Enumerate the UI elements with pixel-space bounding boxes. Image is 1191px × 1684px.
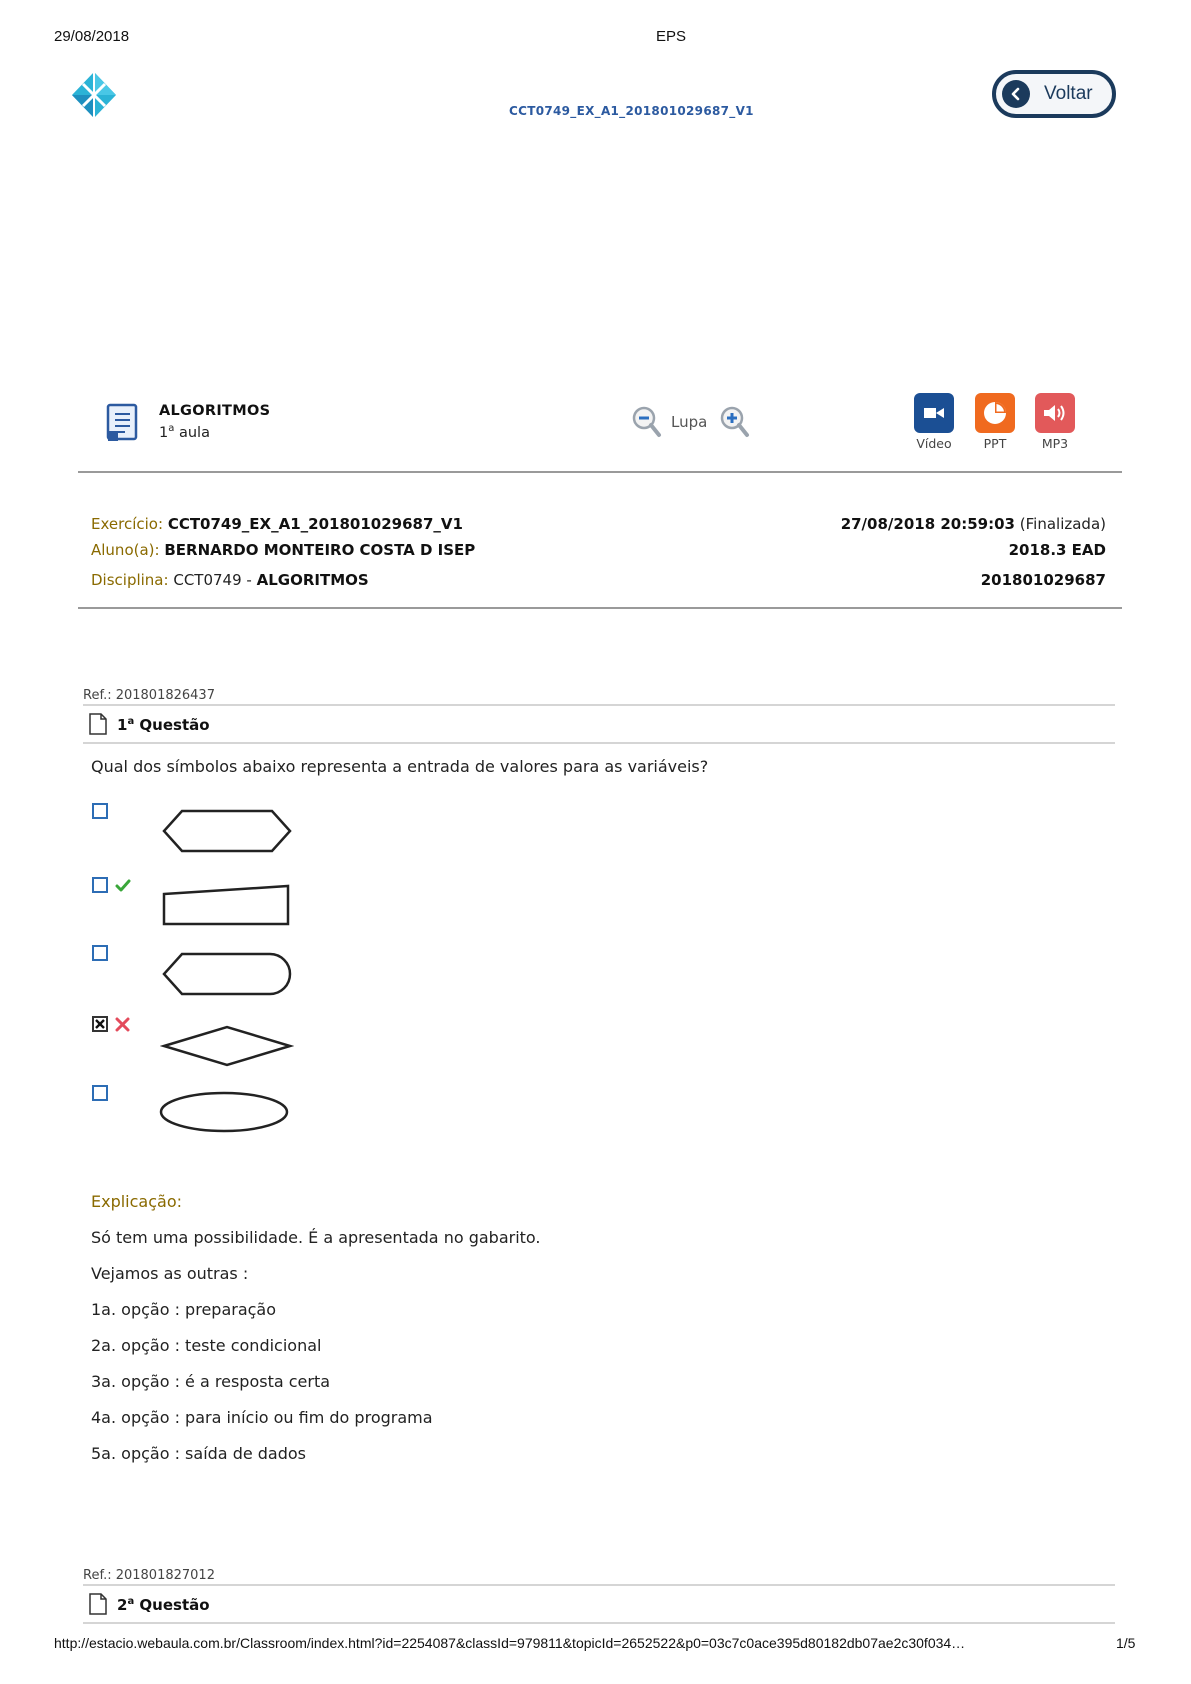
explanation-line: Só tem uma possibilidade. É a apresentada no gabarito. bbox=[91, 1228, 541, 1247]
option-3-checkbox[interactable] bbox=[92, 945, 108, 961]
wrong-cross-icon bbox=[115, 1017, 130, 1036]
pie-chart-icon bbox=[975, 393, 1015, 433]
document-list-icon bbox=[105, 403, 139, 447]
x-mark-icon bbox=[95, 1019, 105, 1029]
video-button[interactable] bbox=[914, 393, 954, 433]
header-divider bbox=[78, 471, 1122, 473]
question-1-title: 1$^a$ Questão bbox=[117, 716, 210, 734]
print-date: 29/08/2018 bbox=[54, 28, 130, 45]
option-4-checkbox[interactable] bbox=[92, 1016, 108, 1032]
back-button[interactable] bbox=[992, 70, 1116, 118]
terminal-ellipse-symbol bbox=[157, 1089, 291, 1139]
option-2-checkbox[interactable] bbox=[92, 877, 108, 893]
info-divider bbox=[78, 607, 1122, 609]
estacio-diamond-logo-icon[interactable] bbox=[70, 70, 118, 124]
student-row: Aluno(a): BERNARDO MONTEIRO COSTA D ISEP bbox=[91, 541, 476, 559]
zoom-label: Lupa bbox=[671, 413, 708, 431]
question-1-text: Qual dos símbolos abaixo representa a entrada de valores para as variáveis? bbox=[91, 757, 709, 776]
question-1-top-rule bbox=[83, 704, 1115, 706]
print-url: http://estacio.webaula.com.br/Classroom/index.html?id=2254087&classId=979811&topicId=2652522&p0=03c7c0ace395d80182db07ae2c30f034… bbox=[54, 1635, 966, 1651]
back-button-label: Voltar bbox=[1044, 83, 1093, 104]
question-2-title: 2$^a$ Questão bbox=[117, 1596, 210, 1614]
explanation-line: 5a. opção : saída de dados bbox=[91, 1444, 307, 1463]
question-2-top-rule bbox=[83, 1584, 1115, 1586]
ppt-button[interactable] bbox=[975, 393, 1015, 433]
registration-row: 201801029687 bbox=[980, 571, 1106, 589]
mp3-label: MP3 bbox=[1041, 436, 1069, 451]
correct-check-icon bbox=[115, 878, 131, 897]
ppt-label: PPT bbox=[983, 436, 1007, 451]
explanation-line: 4a. opção : para início ou fim do programa bbox=[91, 1408, 433, 1427]
question-1-bottom-rule bbox=[83, 742, 1115, 744]
speaker-icon bbox=[1035, 393, 1075, 433]
manual-input-symbol bbox=[160, 882, 294, 932]
print-title: EPS bbox=[656, 28, 687, 45]
decision-diamond-symbol bbox=[160, 1023, 294, 1073]
question-2-ref: Ref.: 201801827012 bbox=[83, 1568, 215, 1583]
video-camera-icon bbox=[914, 393, 954, 433]
mp3-button[interactable] bbox=[1035, 393, 1075, 433]
question-1-ref: Ref.: 201801826437 bbox=[83, 688, 215, 703]
zoom-in-icon[interactable] bbox=[720, 406, 750, 442]
explanation-line: Vejamos as outras : bbox=[91, 1264, 249, 1283]
exam-code-title: CCT0749_EX_A1_201801029687_V1 bbox=[509, 104, 754, 118]
explanation-line: 3a. opção : é a resposta certa bbox=[91, 1372, 331, 1391]
explanation-title: Explicação: bbox=[91, 1192, 183, 1211]
datetime-row: 27/08/2018 20:59:03 (Finalizada) bbox=[840, 515, 1106, 533]
option-1-checkbox[interactable] bbox=[92, 803, 108, 819]
explanation-line: 2a. opção : teste condicional bbox=[91, 1336, 322, 1355]
page-icon bbox=[88, 713, 108, 739]
video-label: Vídeo bbox=[916, 436, 952, 451]
print-page-number: 1/5 bbox=[1116, 1635, 1136, 1651]
subject-row: Disciplina: CCT0749 - ALGORITMOS bbox=[91, 571, 369, 589]
question-2-bottom-rule bbox=[83, 1622, 1115, 1624]
explanation-line: 1a. opção : preparação bbox=[91, 1300, 277, 1319]
course-title: ALGORITMOS bbox=[159, 403, 271, 419]
display-symbol bbox=[160, 951, 294, 1001]
page-icon bbox=[88, 1593, 108, 1619]
chevron-left-icon bbox=[1002, 80, 1030, 108]
lesson-label: 1$^a$ aula bbox=[159, 423, 210, 441]
hexagon-preparation-symbol bbox=[160, 808, 294, 858]
zoom-out-icon[interactable] bbox=[632, 406, 662, 442]
exercise-row: Exercício: CCT0749_EX_A1_201801029687_V1 bbox=[91, 515, 463, 533]
option-5-checkbox[interactable] bbox=[92, 1085, 108, 1101]
period-row: 2018.3 EAD bbox=[1008, 541, 1106, 559]
